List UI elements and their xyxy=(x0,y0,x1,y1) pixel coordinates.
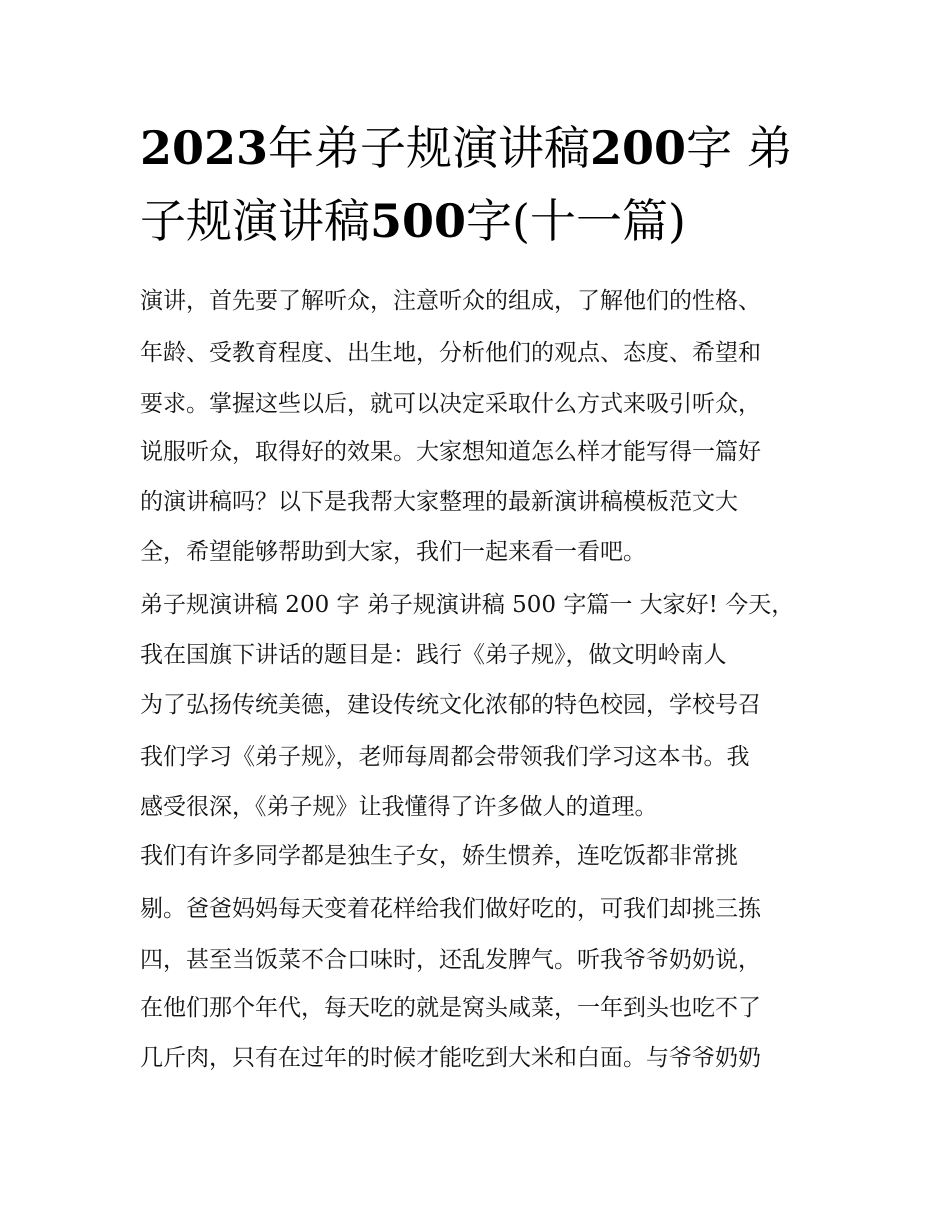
body-text-line: 几斤肉，只有在过年的时候才能吃到大米和白面。与爷爷奶奶 xyxy=(140,1045,761,1071)
title-text: 子规演讲稿 xyxy=(140,194,370,248)
title-year: 2023 xyxy=(140,121,269,175)
title-number: 200 xyxy=(590,121,687,175)
body-text-line: 年龄、受教育程度、出生地，分析他们的观点、态度、希望和 xyxy=(140,340,761,366)
body-text-line: 剔。爸爸妈妈每天变着花样给我们做好吃的，可我们却挑三拣 xyxy=(140,896,761,922)
body-text-line: 为了弘扬传统美德，建设传统文化浓郁的特色校园，学校号召 xyxy=(140,692,761,718)
body-text-line: 的演讲稿吗？以下是我帮大家整理的最新演讲稿模板范文大 xyxy=(140,489,738,515)
body-text-line: 我们学习《弟子规》，老师每周都会带领我们学习这本书。我 xyxy=(140,744,750,770)
body-text-line: 全，希望能够帮助到大家，我们一起来看一看吧。 xyxy=(140,539,646,565)
body-text-line: 要求。掌握这些以后，就可以决定采取什么方式来吸引听众， xyxy=(140,391,761,417)
document-title xyxy=(140,112,820,258)
body-text-line: 演讲，首先要了解听众，注意听众的组成，了解他们的性格、 xyxy=(140,288,761,314)
title-text: 字(十一篇) xyxy=(466,194,686,248)
body-text-line: 我们有许多同学都是独生子女，娇生惯养，连吃饭都非常挑 xyxy=(140,843,738,869)
body-text-line: 弟子规演讲稿 200 字 弟子规演讲稿 500 字篇一 大家好! 今天， xyxy=(140,592,795,618)
title-text: 年弟子规演讲稿 xyxy=(268,121,591,175)
title-number: 500 xyxy=(370,194,467,248)
body-text-line: 四，甚至当饭菜不合口味时，还乱发脾气。听我爷爷奶奶说， xyxy=(140,947,761,973)
body-text-line: 我在国旗下讲话的题目是：践行《弟子规》，做文明岭南人 xyxy=(140,642,727,668)
body-text-line: 说服听众，取得好的效果。大家想知道怎么样才能写得一篇好 xyxy=(140,439,761,465)
title-text: 字 弟 xyxy=(686,121,793,175)
body-text-line: 感受很深，《弟子规》让我懂得了许多做人的道理。 xyxy=(140,794,658,820)
body-text-line: 在他们那个年代，每天吃的就是窝头咸菜，一年到头也吃不了 xyxy=(140,995,761,1021)
